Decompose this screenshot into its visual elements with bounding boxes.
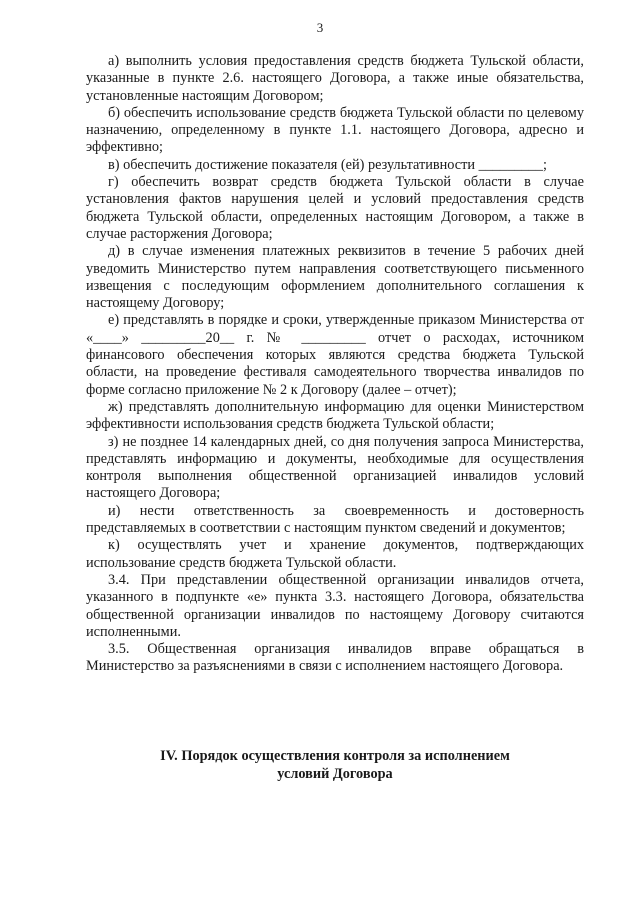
paragraph-a: а) выполнить условия предоставления средств бюджета Тульской области, указанные в пункте 2.6. настоящего Договора, а также иные обязательства, установленные настоящим Договором;	[86, 53, 584, 104]
paragraph-3-4: 3.4. При представлении общественной организации инвалидов отчета, указанного в подпункте «е» пункта 3.3. настоящего Договора, обязательства общественной организации инвалидов по настоящему Договору считаются исполненными.	[86, 571, 584, 640]
section-heading	[86, 747, 584, 783]
paragraph-k: к) осуществлять учет и хранение документов, подтверждающих использование средств бюджета Тульской области.	[86, 537, 584, 571]
section-heading-line-1: IV. Порядок осуществления контроля за исполнением	[160, 748, 510, 764]
paragraph-3-5: 3.5. Общественная организация инвалидов вправе обращаться в Министерство за разъяснениями в связи с исполнением настоящего Договора.	[86, 641, 584, 675]
paragraph-d: д) в случае изменения платежных реквизитов в течение 5 рабочих дней уведомить Министерство путем направления соответствующего письменного извещения с последующим оформлением дополнительного соглашения к настоящему Договору;	[86, 243, 584, 312]
paragraph-v: в) обеспечить достижение показателя (ей) результативности _________;	[108, 156, 547, 173]
document-body	[86, 53, 584, 676]
paragraph-zh: ж) представлять дополнительную информацию для оценки Министерством эффективности использования средств бюджета Тульской области;	[86, 398, 584, 433]
paragraph-e: е) представлять в порядке и сроки, утвержденные приказом Министерства от «____» _________20__ г. № _________ отчет о расходах, источником финансового обеспечения которых являются средства бюджета Тульской области, на проведение фестиваля самодеятельного творчества инвалидов по форме согласно приложение № 2 к Договору (далее – отчет);	[86, 312, 584, 398]
section-heading-line-2: условий Договора	[277, 766, 393, 782]
paragraph-z: з) не позднее 14 календарных дней, со дня получения запроса Министерства, представлять информацию и документы, необходимые для осуществления контроля выполнения общественной организацией инвалидов условий настоящего Договора;	[86, 433, 584, 502]
paragraph-i: и) нести ответственность за своевременность и достоверность представляемых в соответствии с настоящим пунктом сведений и документов;	[86, 502, 584, 537]
paragraph-b: б) обеспечить использование средств бюджета Тульской области по целевому назначению, определенному в пункте 1.1. настоящего Договора, адресно и эффективно;	[86, 104, 584, 156]
page-number: 3	[316, 20, 324, 35]
paragraph-g: г) обеспечить возврат средств бюджета Тульской области в случае установления фактов нарушения целей и условий предоставления средств бюджета Тульской области, определенных настоящим Договором, а также в случае расторжения Договора;	[86, 174, 584, 242]
